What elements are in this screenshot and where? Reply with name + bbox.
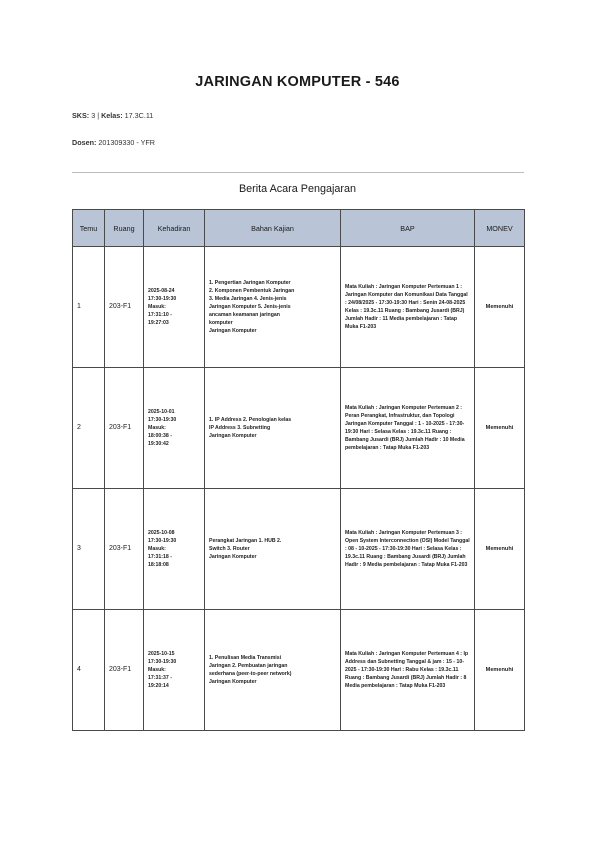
cell-ruang: 203-F1 xyxy=(105,247,144,368)
header-monev: MONEV xyxy=(475,210,525,247)
cell-monev: Memenuhi xyxy=(475,610,525,731)
cell-temu: 3 xyxy=(73,489,105,610)
cell-monev: Memenuhi xyxy=(475,489,525,610)
header-bap: BAP xyxy=(341,210,475,247)
dosen-value: 201309330 - YFR xyxy=(98,138,155,147)
table-row xyxy=(73,368,525,489)
cell-bap: Mata Kuliah : Jaringan Komputer Pertemuan 3 : Open System Interconnection (OSI) Model Tanggal : 08 - 10-2025 - 17:30-19:30 Hari : Selasa Kelas : 19.3c.11 Ruang : Bambang Jusardi (BRJ) Jumlah Hadir : 9 Media pembelajaran : Tatap Muka F1-203 xyxy=(341,489,475,610)
cell-ruang: 203-F1 xyxy=(105,489,144,610)
header-ruang: Ruang xyxy=(105,210,144,247)
cell-bap: Mata Kuliah : Jaringan Komputer Pertemuan 2 : Peran Perangkat, Infrastruktur, dan Topologi Jaringan Komputer Tanggal : 1 - 10-2025 - 17:30-19:30 Hari : Selasa Kelas : 19.3c.11 Ruang : Bambang Jusardi (BRJ) Jumlah Hadir : 10 Media pembelajaran : Tatap Muka F1-203 xyxy=(341,368,475,489)
cell-monev: Memenuhi xyxy=(475,368,525,489)
course-info-line: SKS: 3 | Kelas: 17.3C.11 xyxy=(72,111,154,120)
header-kehadiran: Kehadiran xyxy=(144,210,205,247)
kelas-label: Kelas xyxy=(101,111,121,120)
lecturer-info-line: Dosen: 201309330 - YFR xyxy=(72,138,155,147)
section-title: Berita Acara Pengajaran xyxy=(238,183,357,195)
cell-temu: 4 xyxy=(73,610,105,731)
cell-temu: 1 xyxy=(73,247,105,368)
sks-value: 3 xyxy=(91,111,96,120)
cell-bahan-kajian: 1. IP Address 2. Penologian kelas IP Address 3. Subnetting Jaringan Komputer xyxy=(205,368,341,489)
header-bahan-kajian: Bahan Kajian xyxy=(205,210,341,247)
table-row xyxy=(73,610,525,731)
page-title: JARINGAN KOMPUTER - 546 xyxy=(195,74,400,90)
header-temu: Temu xyxy=(73,210,105,247)
cell-kehadiran: 2025-10-01 17:30-19:30 Masuk: 18:00:38 - 19:30:42 xyxy=(144,368,205,489)
cell-bap: Mata Kuliah : Jaringan Komputer Pertemuan 1 : Jaringan Komputer dan Komunikasi Data Tanggal : 24/08/2025 - 17:30-19:30 Hari : Senin 24-08-2025 Kelas : 19.3c.11 Ruang : Bambang Jusardi (BRJ) Jumlah Hadir : 11 Media pembelajaran : Tatap Muka F1-203 xyxy=(341,247,475,368)
divider xyxy=(72,172,524,173)
table-row xyxy=(73,247,525,368)
cell-kehadiran: 2025-10-08 17:30-19:30 Masuk: 17:31:18 - 18:18:08 xyxy=(144,489,205,610)
table-header-row xyxy=(73,210,525,247)
table-row xyxy=(73,489,525,610)
cell-ruang: 203-F1 xyxy=(105,610,144,731)
dosen-label: Dosen xyxy=(72,138,94,147)
cell-bahan-kajian: Perangkat Jaringan 1. HUB 2. Switch 3. Router Jaringan Komputer xyxy=(205,489,341,610)
cell-temu: 2 xyxy=(73,368,105,489)
info-separator: | xyxy=(97,111,100,120)
teaching-report-table xyxy=(72,209,525,731)
cell-bahan-kajian: 1. Penulisan Media Transmisi Jaringan 2. Pembuatan jaringan sederhana (peer-to-peer network) Jaringan Komputer xyxy=(205,610,341,731)
cell-ruang: 203-F1 xyxy=(105,368,144,489)
cell-bahan-kajian: 1. Pengertian Jaringan Komputer 2. Komponen Pembentuk Jaringan 3. Media Jaringan 4. Jenis-jenis Jaringan Komputer 5. Jenis-jenis ancaman keamanan jaringan komputer Jaringan Komputer xyxy=(205,247,341,368)
cell-bap: Mata Kuliah : Jaringan Komputer Pertemuan 4 : Ip Address dan Subnetting Tanggal & jam : 15 - 10-2025 - 17:30-19:30 Hari : Rabu Kelas : 19.3c.11 Ruang : Bambang Jusardi (BRJ) Jumlah Hadir : 8 Media pembelajaran : Tatap Muka F1-203 xyxy=(341,610,475,731)
kelas-value: 17.3C.11 xyxy=(124,111,154,120)
cell-monev: Memenuhi xyxy=(475,247,525,368)
sks-label: SKS xyxy=(72,111,87,120)
cell-kehadiran: 2025-08-24 17:30-19:30 Masuk: 17:31:10 - 19:27:03 xyxy=(144,247,205,368)
cell-kehadiran: 2025-10-15 17:30-19:30 Masuk: 17:31:37 - 19:20:14 xyxy=(144,610,205,731)
